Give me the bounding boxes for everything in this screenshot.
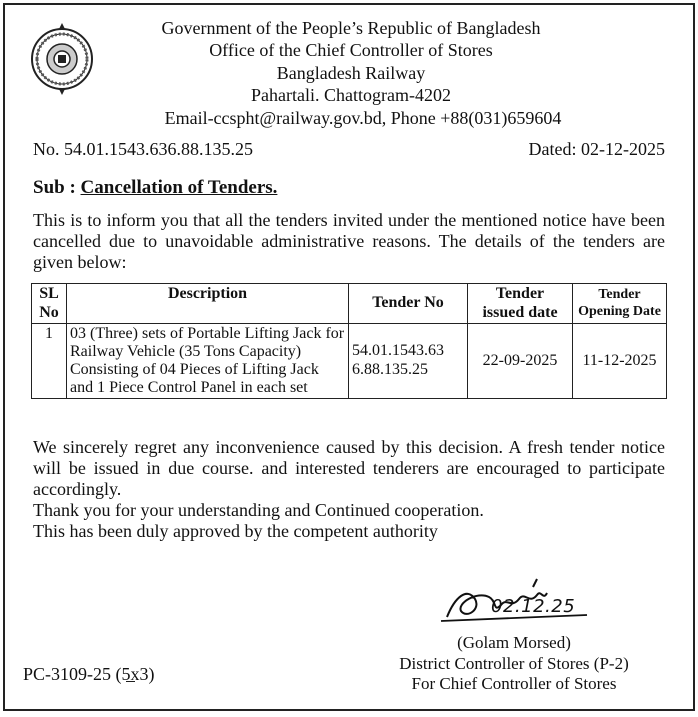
approval-line: This has been duly approved by the competent authority bbox=[33, 521, 438, 542]
cell-sl: 1 bbox=[32, 324, 67, 399]
cell-description: 03 (Three) sets of Portable Lifting Jack for Railway Vehicle (35 Tons Capacity) Consisting of 04 Pieces of Lifting Jack and 1 Piece Control Panel in each set bbox=[67, 324, 349, 399]
memo-date: Dated: 02-12-2025 bbox=[528, 139, 665, 159]
cell-opening-date: 11-12-2025 bbox=[573, 324, 667, 399]
cell-tender-no: 54.01.1543.63 6.88.135.25 bbox=[349, 324, 468, 399]
contact-line: Email-ccspht@railway.gov.bd, Phone +88(031)659604 bbox=[164, 108, 562, 128]
cell-issued-date: 22-09-2025 bbox=[468, 324, 573, 399]
signature-date: 02.12.25 bbox=[491, 596, 576, 617]
organization-name: Bangladesh Railway bbox=[276, 62, 426, 83]
subject-line bbox=[33, 177, 277, 199]
header-sl-no: SL No bbox=[32, 284, 67, 324]
letterhead bbox=[105, 17, 597, 106]
header-description: Description bbox=[67, 284, 349, 324]
tender-details-table bbox=[31, 283, 667, 399]
memo-number: No. 54.01.1543.636.88.135.25 bbox=[33, 139, 253, 159]
signatory-on-behalf: For Chief Controller of Stores bbox=[411, 674, 617, 694]
tender-cancellation-notice bbox=[3, 3, 695, 711]
bangladesh-railway-emblem-icon bbox=[27, 19, 97, 101]
office-name: Office of the Chief Controller of Stores bbox=[209, 40, 493, 61]
intro-paragraph: This is to inform you that all the tenders invited under the mentioned notice have been cancelled due to unavoidable administrative reasons. The details of the tenders are given below: bbox=[33, 210, 665, 273]
office-address: Pahartali. Chattogram-4202 bbox=[251, 84, 451, 105]
signatory-name: (Golam Morsed) bbox=[457, 633, 571, 652]
subject-prefix: Sub : bbox=[33, 177, 81, 198]
subject-title: Cancellation of Tenders. bbox=[80, 177, 278, 198]
closing-text bbox=[33, 437, 665, 542]
header-tender-issued-date: Tender issued date bbox=[468, 284, 573, 324]
header-tender-no: Tender No bbox=[349, 284, 468, 324]
reference-line bbox=[33, 139, 665, 160]
table-row bbox=[32, 324, 667, 399]
pc-code: PC-3109-25 (5̲x3) bbox=[23, 664, 155, 684]
government-name: Government of the People’s Republic of Bangladesh bbox=[161, 18, 541, 38]
signatory-designation: District Controller of Stores (P-2) bbox=[399, 653, 629, 673]
table-header-row bbox=[32, 284, 667, 324]
header-tender-opening-date: Tender Opening Date bbox=[573, 284, 667, 324]
thanks-line: Thank you for your understanding and Continued cooperation. bbox=[33, 500, 484, 521]
regret-paragraph: We sincerely regret any inconvenience caused by this decision. A fresh tender notice will be issued in due course. and interested tenderers are encouraged to participate accordingly. bbox=[33, 437, 665, 500]
signatory-block bbox=[355, 633, 673, 695]
